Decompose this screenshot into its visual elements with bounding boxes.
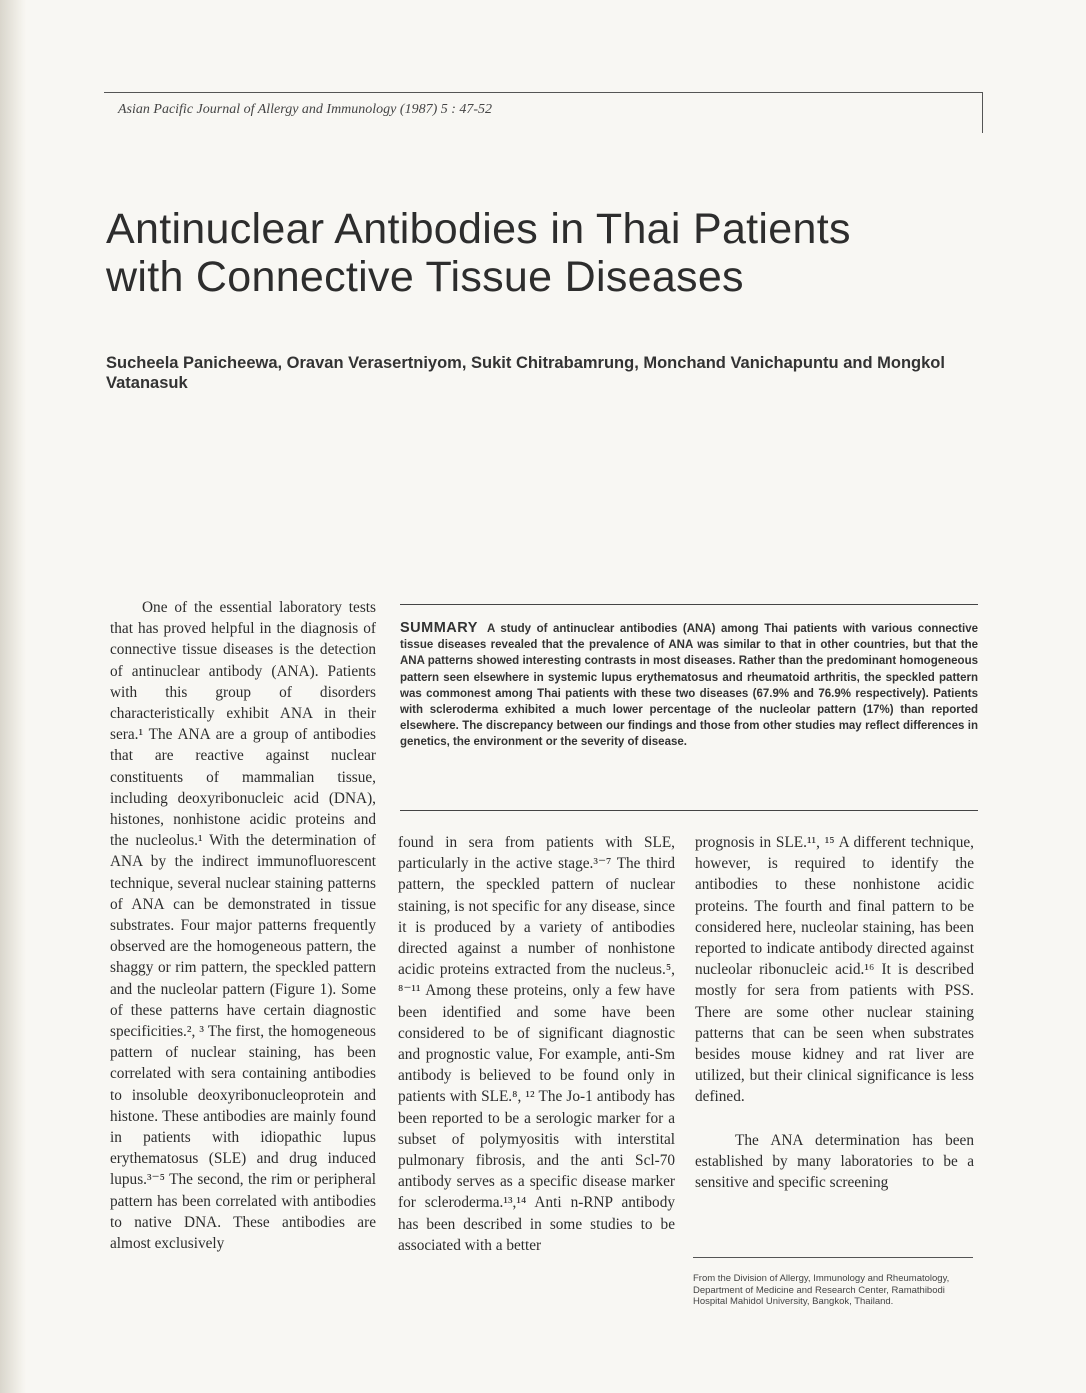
- body-column-2: [398, 832, 675, 1256]
- affiliation-footnote: From the Division of Allergy, Immunology and Rheumatology, Department of Medicine and Research Center, Ramathibodi Hospital Mahidol University, Bangkok, Thailand.: [693, 1273, 950, 1307]
- body-column-3: [695, 832, 974, 1193]
- journal-citation: Asian Pacific Journal of Allergy and Immunology (1987) 5 : 47-52: [118, 102, 493, 117]
- summary-text: A study of antinuclear antibodies (ANA) among Thai patients with various connective tissue diseases revealed that the prevalence of ANA was similar to that in other countries, but that the ANA patterns showed interesting contrasts in most diseases. Rather than the predominant homogeneous pattern seen elsewhere in systemic lupus erythematosus and rheumatoid arthritis, the speckled pattern was commonest among Thai patients with these two diseases (67.9% and 76.9% respectively). Patients with scleroderma exhibited a much lower percentage of the nucleolar pattern (17%) than reported elsewhere. The discrepancy between our findings and those from other studies may reflect differences in genetics, the environment or the severity of disease.: [400, 623, 978, 749]
- body-paragraph: The ANA determination has been established by many laboratories to be a sensitive and specific screening: [695, 1131, 974, 1192]
- author-list: Sucheela Panicheewa, Oravan Verasertniyom, Sukit Chitrabamrung, Monchand Vanichapuntu and Mongkol Vatanasuk: [106, 354, 945, 392]
- summary-block: [400, 620, 978, 751]
- title-line-2: with Connective Tissue Diseases: [106, 253, 744, 301]
- body-paragraph: One of the essential laboratory tests that has proved helpful in the diagnosis of connective tissue diseases is the detection of antinuclear antibody (ANA). Patients with this group of disorders characteristically exhibit ANA in their sera.¹ The ANA are a group of antibodies that are reactive against nuclear constituents of mammalian tissue, including deoxyribonucleic acid (DNA), histones, nonhistone acidic proteins and the nucleolus.¹ With the determination of ANA by the indirect immunofluorescent technique, several nuclear staining patterns of ANA can be demonstrated in tissue substrates. Four major patterns frequently observed are the homogeneous pattern, the shaggy or rim pattern, the speckled pattern and the nucleolar pattern (Figure 1). Some of these patterns have certain diagnostic specificities.², ³ The first, the homogeneous pattern of nuclear staining, has been correlated with sera containing antibodies to insoluble deoxyribonucleoprotein and histone. These antibodies are mainly found in patients with idiopathic lupus erythematosus (SLE) and drug induced lupus.³⁻⁵ The second, the rim or peripheral pattern has been correlated with antibodies to native DNA. These antibodies are almost exclusively: [110, 599, 376, 1253]
- summary-label: SUMMARY: [400, 620, 478, 636]
- summary-bottom-rule: [400, 810, 978, 811]
- footnote-rule: [693, 1257, 973, 1258]
- page-edge-shadow: [0, 0, 26, 1393]
- body-paragraph: found in sera from patients with SLE, particularly in the active stage.³⁻⁷ The third pattern, the speckled pattern of nuclear staining, is not specific for any disease, since it is produced by a variety of antibodies directed against a number of nonhistone acidic proteins extracted from the nucleus.⁵, ⁸⁻¹¹ Among these proteins, only a few have been identified and some have been considered to be of significant diagnostic and prognostic value, For example, anti-Sm antibody is believed to be found only in patients with SLE.⁸, ¹² The Jo-1 antibody has been reported to be a serologic marker for a subset of polymyositis with interstital pulmonary fibrosis, and the anti Scl-70 antibody serves as a specific disease marker for scleroderma.¹³,¹⁴ Anti n-RNP antibody has been described in some studies to be associated with a better: [398, 834, 675, 1254]
- body-column-1: [110, 597, 376, 1254]
- title-line-1: Antinuclear Antibodies in Thai Patients: [106, 205, 851, 253]
- article-title: [106, 205, 1006, 301]
- body-paragraph: prognosis in SLE.¹¹, ¹⁵ A different technique, however, is required to identify the antibodies to these nonhistone acidic proteins. The fourth and final pattern to be considered here, nucleolar staining, has been reported to indicate antibody directed against nucleolar ribonucleic acid.¹⁶ It is described mostly for sera from patients with PSS. There are some other nuclear staining patterns that can be seen when substrates besides mouse kidney and rat liver are utilized, but their clinical significance is less defined.: [695, 834, 974, 1106]
- summary-top-rule: [400, 604, 978, 605]
